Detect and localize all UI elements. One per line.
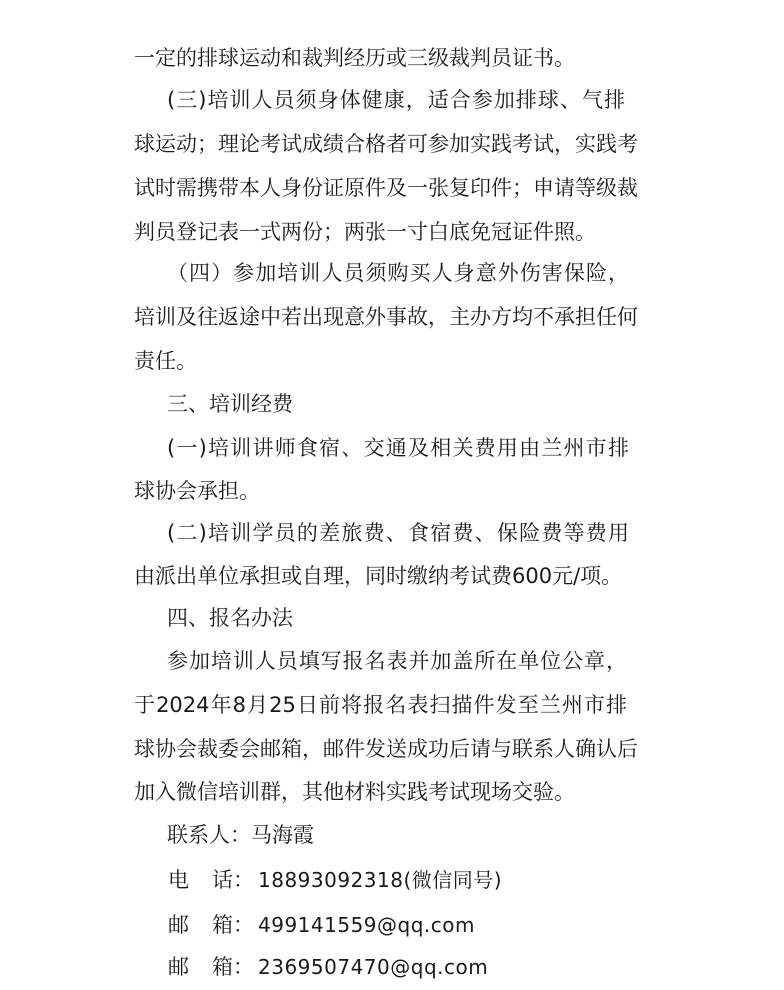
paragraph-registration-line-1: 参加培训人员填写报名表并加盖所在单位公章， [167, 649, 627, 673]
paragraph-3-line-2: 球运动；理论考试成绩合格者可参加实践考试，实践考 [134, 132, 638, 156]
email-1-label-char-2: 箱： [212, 913, 254, 937]
paragraph-4-line-2: 培训及往返途中若出现意外事故，主办方均不承担任何 [134, 305, 638, 329]
paragraph-3-line-1: (三)培训人员须身体健康，适合参加排球、气排 [167, 88, 625, 112]
paragraph-registration-line-4: 加入微信培训群，其他材料实践考试现场交验。 [134, 780, 575, 804]
paragraph-4-line-3: 责任。 [134, 349, 197, 373]
section-heading-fees: 三、培训经费 [167, 392, 293, 416]
email-1-label-char-1: 邮 [168, 913, 189, 937]
phone-label-char-1: 电 [168, 868, 189, 892]
paragraph-fee-1-line-1: (一)培训讲师食宿、交通及相关费用由兰州市排 [167, 436, 629, 460]
email-1-value[interactable]: 499141559@qq.com [258, 913, 475, 937]
paragraph-registration-line-3: 球协会裁委会邮箱，邮件发送成功后请与联系人确认后 [134, 737, 638, 761]
paragraph-3-line-4: 判员登记表一式两份；两张一寸白底免冠证件照。 [134, 220, 596, 244]
phone-value: 18893092318(微信同号) [258, 868, 503, 892]
email-2-value[interactable]: 2369507470@qq.com [258, 955, 489, 979]
email-2-label-char-2: 箱： [212, 955, 254, 979]
paragraph-fee-2-line-2: 由派出单位承担或自理，同时缴纳考试费600元/项。 [134, 564, 623, 588]
paragraph-registration-line-2: 于2024年8月25日前将报名表扫描件发至兰州市排 [134, 693, 627, 717]
paragraph-4-line-1: （四）参加培训人员须购买人身意外伤害保险， [167, 261, 629, 285]
paragraph-continuation-line-1: 一定的排球运动和裁判经历或三级裁判员证书。 [134, 46, 575, 70]
paragraph-fee-1-line-2: 球协会承担。 [134, 479, 260, 503]
paragraph-3-line-3: 试时需携带本人身份证原件及一张复印件；申请等级裁 [134, 176, 638, 200]
email-2-label-char-1: 邮 [168, 955, 189, 979]
contact-person-label: 联系人： [167, 823, 251, 847]
phone-label-char-2: 话： [212, 868, 254, 892]
contact-person-name: 马海霞 [251, 823, 314, 847]
paragraph-fee-2-line-1: (二)培训学员的差旅费、食宿费、保险费等费用 [167, 521, 629, 545]
section-heading-registration: 四、报名办法 [167, 606, 293, 630]
